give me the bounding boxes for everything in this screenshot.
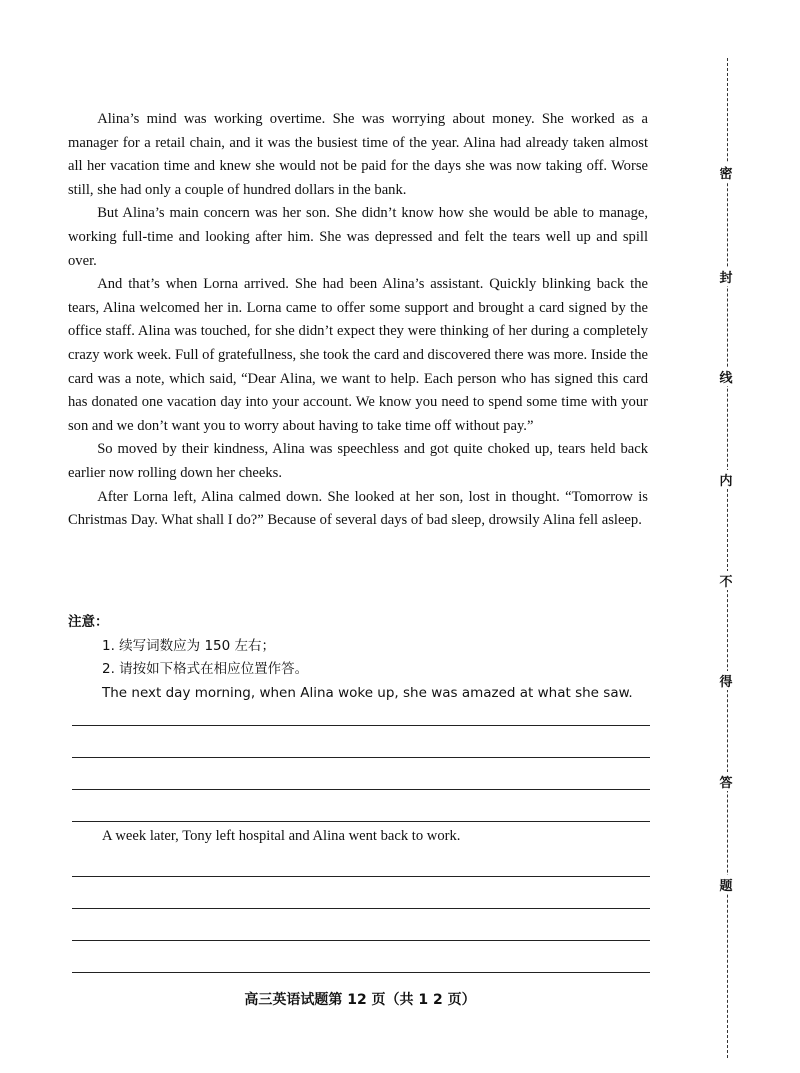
paragraph-5: After Lorna left, Alina calmed down. She looked at her son, lost in thought. “Tomorrow is Christmas Day. What shall I do?” Because of several days of bad sleep, drowsily Alina fell asleep. <box>68 488 648 529</box>
seal-char: 不 <box>714 571 738 590</box>
writing-line <box>72 757 650 758</box>
seal-char: 得 <box>714 671 738 690</box>
note-item-1: 1. 续写词数应为 150 左右； <box>102 637 276 654</box>
seal-dashed-line <box>727 58 728 1058</box>
paragraph-1: Alina’s mind was working overtime. She was worrying about money. She worked as a manager for a retail chain, and it was the busiest time of the year. Alina had already taken almost all her vacation time and knew she would not be paid for the days she was now taking off. Worse still, she had only a couple of hundred dollars in the bank. <box>68 111 648 198</box>
note-item-2: 2. 请按如下格式在相应位置作答。 <box>102 661 309 678</box>
paragraph-4: So moved by their kindness, Alina was speechless and got quite choked up, tears held back earlier now rolling down her cheeks. <box>68 441 648 481</box>
writing-line <box>72 908 650 909</box>
seal-char: 线 <box>714 367 738 386</box>
writing-line <box>72 789 650 790</box>
notes-section <box>68 611 648 705</box>
writing-line <box>72 821 650 822</box>
passage <box>68 108 648 533</box>
notes-title: 注意： <box>68 614 109 630</box>
writing-line <box>72 940 650 941</box>
page-footer: 高三英语试题第 12 页（共 1 2 页） <box>244 992 476 1008</box>
paragraph-3: And that’s when Lorna arrived. She had been Alina’s assistant. Quickly blinking back the tears, Alina welcomed her in. Lorna came to offer some support and brought a card signed by the office staff. Alina was touched, for she didn’t expect they were thinking of her during a completely crazy work week. Full of gratefullness, she took the card and discovered there was more. Inside the card was a note, which said, “Dear Alina, we want to help. Each person who has signed this card has donated one vacation day into your account. We know you need to spend some time with your son and we don’t want you to worry about having to take time off without pay.” <box>68 276 648 434</box>
prompt-second: A week later, Tony left hospital and Alina went back to work. <box>102 828 461 844</box>
paragraph-2: But Alina’s main concern was her son. She didn’t know how she would be able to manage, working full-time and looking after him. She was depressed and felt the tears well up and spill over. <box>68 205 648 269</box>
seal-char: 题 <box>714 875 738 894</box>
writing-line <box>72 876 650 877</box>
seal-char: 密 <box>714 163 738 182</box>
seal-char: 内 <box>714 470 738 489</box>
seal-char: 封 <box>714 267 738 286</box>
writing-line <box>72 725 650 726</box>
prompt-first: The next day morning, when Alina woke up, she was amazed at what she saw. <box>102 684 633 701</box>
seal-char: 答 <box>714 772 738 791</box>
writing-line <box>72 972 650 973</box>
